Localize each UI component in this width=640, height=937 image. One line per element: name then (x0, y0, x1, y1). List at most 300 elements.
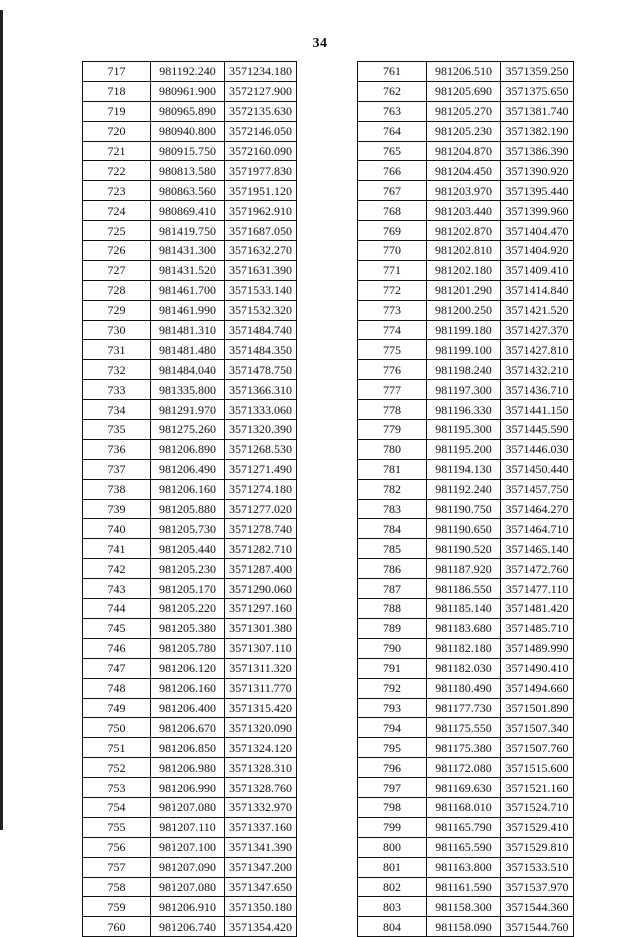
point-number-cell: 766 (358, 161, 427, 181)
y-coordinate-cell: 3571290.060 (225, 579, 297, 599)
point-number-cell: 736 (83, 439, 151, 459)
y-coordinate-cell: 3571297.160 (225, 599, 297, 619)
table-row (83, 698, 297, 718)
x-coordinate-cell: 981206.910 (151, 897, 225, 917)
x-coordinate-cell: 980869.410 (151, 201, 225, 221)
y-coordinate-cell: 3571524.710 (501, 797, 574, 817)
y-coordinate-cell: 3571366.310 (225, 380, 297, 400)
x-coordinate-cell: 981185.140 (427, 599, 501, 619)
y-coordinate-cell: 3571478.750 (225, 360, 297, 380)
x-coordinate-cell: 980965.890 (151, 101, 225, 121)
point-number-cell: 740 (83, 519, 151, 539)
table-row (83, 897, 297, 917)
y-coordinate-cell: 3571485.710 (501, 618, 574, 638)
x-coordinate-cell: 981187.920 (427, 559, 501, 579)
table-row (83, 260, 297, 280)
table-row (358, 181, 574, 201)
x-coordinate-cell: 981196.330 (427, 400, 501, 420)
x-coordinate-cell: 981204.450 (427, 161, 501, 181)
y-coordinate-cell: 3571382.190 (501, 121, 574, 141)
table-row (83, 519, 297, 539)
x-coordinate-cell: 981172.080 (427, 758, 501, 778)
y-coordinate-cell: 3571977.830 (225, 161, 297, 181)
y-coordinate-cell: 3571450.440 (501, 459, 574, 479)
y-coordinate-cell: 3571328.310 (225, 758, 297, 778)
table-row (83, 141, 297, 161)
table-row (83, 420, 297, 440)
point-number-cell: 748 (83, 678, 151, 698)
table-row (358, 320, 574, 340)
y-coordinate-cell: 3571490.410 (501, 658, 574, 678)
point-number-cell: 759 (83, 897, 151, 917)
table-row (358, 221, 574, 241)
x-coordinate-cell: 981180.490 (427, 678, 501, 698)
y-coordinate-cell: 3571951.120 (225, 181, 297, 201)
table-row (358, 797, 574, 817)
y-coordinate-cell: 3571287.400 (225, 559, 297, 579)
x-coordinate-cell: 981275.260 (151, 420, 225, 440)
y-coordinate-cell: 3571481.420 (501, 599, 574, 619)
table-row (358, 718, 574, 738)
y-coordinate-cell: 3571537.970 (501, 877, 574, 897)
x-coordinate-cell: 981206.740 (151, 917, 225, 937)
point-number-cell: 784 (358, 519, 427, 539)
x-coordinate-cell: 981205.230 (427, 121, 501, 141)
point-number-cell: 778 (358, 400, 427, 420)
point-number-cell: 794 (358, 718, 427, 738)
table-row (83, 221, 297, 241)
table-row (358, 300, 574, 320)
y-coordinate-cell: 3571533.510 (501, 857, 574, 877)
x-coordinate-cell: 981207.090 (151, 857, 225, 877)
point-number-cell: 755 (83, 817, 151, 837)
y-coordinate-cell: 3572146.050 (225, 121, 297, 141)
point-number-cell: 720 (83, 121, 151, 141)
point-number-cell: 775 (358, 340, 427, 360)
point-number-cell: 786 (358, 559, 427, 579)
table-row (83, 539, 297, 559)
y-coordinate-cell: 3571315.420 (225, 698, 297, 718)
y-coordinate-cell: 3571489.990 (501, 638, 574, 658)
x-coordinate-cell: 981205.220 (151, 599, 225, 619)
table-row (83, 101, 297, 121)
x-coordinate-cell: 981207.100 (151, 837, 225, 857)
y-coordinate-cell: 3571515.600 (501, 758, 574, 778)
x-coordinate-cell: 981205.730 (151, 519, 225, 539)
point-number-cell: 753 (83, 778, 151, 798)
x-coordinate-cell: 980940.800 (151, 121, 225, 141)
x-coordinate-cell: 981206.490 (151, 459, 225, 479)
x-coordinate-cell: 981204.870 (427, 141, 501, 161)
table-row (358, 62, 574, 82)
page-number: 34 (312, 36, 328, 51)
point-number-cell: 746 (83, 638, 151, 658)
table-row (358, 201, 574, 221)
x-coordinate-cell: 981205.170 (151, 579, 225, 599)
x-coordinate-cell: 981206.510 (427, 62, 501, 82)
x-coordinate-cell: 981163.800 (427, 857, 501, 877)
y-coordinate-cell: 3571320.090 (225, 718, 297, 738)
x-coordinate-cell: 981202.870 (427, 221, 501, 241)
page-edge-rule (0, 10, 3, 830)
point-number-cell: 776 (358, 360, 427, 380)
table-row (83, 718, 297, 738)
x-coordinate-cell: 981206.160 (151, 678, 225, 698)
y-coordinate-cell: 3571432.210 (501, 360, 574, 380)
y-coordinate-cell: 3571484.350 (225, 340, 297, 360)
y-coordinate-cell: 3571464.270 (501, 499, 574, 519)
table-row (358, 479, 574, 499)
point-number-cell: 798 (358, 797, 427, 817)
x-coordinate-cell: 981431.520 (151, 260, 225, 280)
y-coordinate-cell: 3571962.910 (225, 201, 297, 221)
table-row (358, 897, 574, 917)
y-coordinate-cell: 3571347.200 (225, 857, 297, 877)
y-coordinate-cell: 3571274.180 (225, 479, 297, 499)
x-coordinate-cell: 981207.080 (151, 797, 225, 817)
x-coordinate-cell: 981202.810 (427, 241, 501, 261)
y-coordinate-cell: 3571465.140 (501, 539, 574, 559)
x-coordinate-cell: 981182.180 (427, 638, 501, 658)
x-coordinate-cell: 981201.290 (427, 280, 501, 300)
table-row (358, 539, 574, 559)
point-number-cell: 770 (358, 241, 427, 261)
x-coordinate-cell: 981168.010 (427, 797, 501, 817)
table-row (358, 917, 574, 937)
coordinates-table-right (357, 61, 574, 937)
point-number-cell: 730 (83, 320, 151, 340)
y-coordinate-cell: 3571341.390 (225, 837, 297, 857)
point-number-cell: 783 (358, 499, 427, 519)
table-row (83, 479, 297, 499)
table-row (83, 380, 297, 400)
table-row (83, 62, 297, 82)
point-number-cell: 797 (358, 778, 427, 798)
table-row (358, 340, 574, 360)
x-coordinate-cell: 981207.110 (151, 817, 225, 837)
y-coordinate-cell: 3571390.920 (501, 161, 574, 181)
x-coordinate-cell: 981205.270 (427, 101, 501, 121)
x-coordinate-cell: 981205.380 (151, 618, 225, 638)
x-coordinate-cell: 981481.480 (151, 340, 225, 360)
table-row (83, 121, 297, 141)
point-number-cell: 787 (358, 579, 427, 599)
x-coordinate-cell: 981190.650 (427, 519, 501, 539)
table-row (358, 817, 574, 837)
x-coordinate-cell: 981194.130 (427, 459, 501, 479)
y-coordinate-cell: 3571386.390 (501, 141, 574, 161)
y-coordinate-cell: 3571324.120 (225, 738, 297, 758)
y-coordinate-cell: 3571320.390 (225, 420, 297, 440)
x-coordinate-cell: 981169.630 (427, 778, 501, 798)
table-row (83, 81, 297, 101)
table-row (358, 360, 574, 380)
x-coordinate-cell: 981186.550 (427, 579, 501, 599)
table-row (358, 280, 574, 300)
table-row (358, 638, 574, 658)
x-coordinate-cell: 981192.240 (427, 479, 501, 499)
point-number-cell: 774 (358, 320, 427, 340)
table-row (358, 101, 574, 121)
y-coordinate-cell: 3571328.760 (225, 778, 297, 798)
table-row (83, 320, 297, 340)
x-coordinate-cell: 981205.690 (427, 81, 501, 101)
table-row (83, 300, 297, 320)
x-coordinate-cell: 981207.080 (151, 877, 225, 897)
y-coordinate-cell: 3571507.340 (501, 718, 574, 738)
x-coordinate-cell: 981484.040 (151, 360, 225, 380)
x-coordinate-cell: 981206.990 (151, 778, 225, 798)
table-row (83, 459, 297, 479)
x-coordinate-cell: 981206.670 (151, 718, 225, 738)
point-number-cell: 769 (358, 221, 427, 241)
table-row (83, 201, 297, 221)
point-number-cell: 777 (358, 380, 427, 400)
y-coordinate-cell: 3571445.590 (501, 420, 574, 440)
x-coordinate-cell: 981197.300 (427, 380, 501, 400)
table-row (358, 579, 574, 599)
point-number-cell: 790 (358, 638, 427, 658)
y-coordinate-cell: 3571529.810 (501, 837, 574, 857)
table-row (83, 658, 297, 678)
table-row (83, 638, 297, 658)
x-coordinate-cell: 981199.100 (427, 340, 501, 360)
x-coordinate-cell: 981481.310 (151, 320, 225, 340)
point-number-cell: 742 (83, 559, 151, 579)
point-number-cell: 733 (83, 380, 151, 400)
y-coordinate-cell: 3571333.060 (225, 400, 297, 420)
y-coordinate-cell: 3571427.370 (501, 320, 574, 340)
x-coordinate-cell: 981205.230 (151, 559, 225, 579)
x-coordinate-cell: 981205.880 (151, 499, 225, 519)
point-number-cell: 731 (83, 340, 151, 360)
y-coordinate-cell: 3571381.740 (501, 101, 574, 121)
table-row (358, 439, 574, 459)
y-coordinate-cell: 3571533.140 (225, 280, 297, 300)
table-row (83, 599, 297, 619)
y-coordinate-cell: 3571544.360 (501, 897, 574, 917)
table-row (83, 917, 297, 937)
point-number-cell: 763 (358, 101, 427, 121)
x-coordinate-cell: 981175.550 (427, 718, 501, 738)
point-number-cell: 756 (83, 837, 151, 857)
table-row (83, 241, 297, 261)
table-row (83, 360, 297, 380)
y-coordinate-cell: 3571477.110 (501, 579, 574, 599)
point-number-cell: 789 (358, 618, 427, 638)
table-row (83, 499, 297, 519)
point-number-cell: 781 (358, 459, 427, 479)
y-coordinate-cell: 3571399.960 (501, 201, 574, 221)
y-coordinate-cell: 3571421.520 (501, 300, 574, 320)
point-number-cell: 724 (83, 201, 151, 221)
y-coordinate-cell: 3571507.760 (501, 738, 574, 758)
table-row (358, 81, 574, 101)
y-coordinate-cell: 3571395.440 (501, 181, 574, 201)
table-row (83, 618, 297, 638)
y-coordinate-cell: 3571311.770 (225, 678, 297, 698)
y-coordinate-cell: 3571472.760 (501, 559, 574, 579)
table-row (83, 579, 297, 599)
x-coordinate-cell: 981177.730 (427, 698, 501, 718)
table-row (358, 698, 574, 718)
table-row (358, 559, 574, 579)
y-coordinate-cell: 3571301.380 (225, 618, 297, 638)
point-number-cell: 738 (83, 479, 151, 499)
point-number-cell: 735 (83, 420, 151, 440)
y-coordinate-cell: 3571271.490 (225, 459, 297, 479)
point-number-cell: 744 (83, 599, 151, 619)
point-number-cell: 767 (358, 181, 427, 201)
table-row (358, 658, 574, 678)
x-coordinate-cell: 981206.890 (151, 439, 225, 459)
point-number-cell: 796 (358, 758, 427, 778)
table-row (83, 857, 297, 877)
point-number-cell: 741 (83, 539, 151, 559)
y-coordinate-cell: 3571529.410 (501, 817, 574, 837)
x-coordinate-cell: 981461.700 (151, 280, 225, 300)
x-coordinate-cell: 981198.240 (427, 360, 501, 380)
x-coordinate-cell: 981431.300 (151, 241, 225, 261)
x-coordinate-cell: 980813.580 (151, 161, 225, 181)
point-number-cell: 727 (83, 260, 151, 280)
y-coordinate-cell: 3571404.470 (501, 221, 574, 241)
table-row (83, 797, 297, 817)
y-coordinate-cell: 3571234.180 (225, 62, 297, 82)
table-row (83, 400, 297, 420)
y-coordinate-cell: 3571404.920 (501, 241, 574, 261)
point-number-cell: 765 (358, 141, 427, 161)
table-row (358, 459, 574, 479)
point-number-cell: 802 (358, 877, 427, 897)
x-coordinate-cell: 981203.440 (427, 201, 501, 221)
x-coordinate-cell: 981419.750 (151, 221, 225, 241)
point-number-cell: 760 (83, 917, 151, 937)
y-coordinate-cell: 3571494.660 (501, 678, 574, 698)
table-row (83, 877, 297, 897)
point-number-cell: 793 (358, 698, 427, 718)
y-coordinate-cell: 3571347.650 (225, 877, 297, 897)
table-row (358, 599, 574, 619)
x-coordinate-cell: 980915.750 (151, 141, 225, 161)
y-coordinate-cell: 3571337.160 (225, 817, 297, 837)
x-coordinate-cell: 981206.980 (151, 758, 225, 778)
y-coordinate-cell: 3571544.760 (501, 917, 574, 937)
table-row (358, 778, 574, 798)
y-coordinate-cell: 3571350.180 (225, 897, 297, 917)
point-number-cell: 757 (83, 857, 151, 877)
y-coordinate-cell: 3571268.530 (225, 439, 297, 459)
x-coordinate-cell: 981165.790 (427, 817, 501, 837)
x-coordinate-cell: 981182.030 (427, 658, 501, 678)
point-number-cell: 747 (83, 658, 151, 678)
x-coordinate-cell: 981192.240 (151, 62, 225, 82)
table-row (358, 420, 574, 440)
y-coordinate-cell: 3571282.710 (225, 539, 297, 559)
x-coordinate-cell: 981161.590 (427, 877, 501, 897)
point-number-cell: 801 (358, 857, 427, 877)
table-row (358, 678, 574, 698)
x-coordinate-cell: 981202.180 (427, 260, 501, 280)
table-row (358, 241, 574, 261)
y-coordinate-cell: 3572127.900 (225, 81, 297, 101)
y-coordinate-cell: 3571446.030 (501, 439, 574, 459)
point-number-cell: 749 (83, 698, 151, 718)
x-coordinate-cell: 981190.750 (427, 499, 501, 519)
table-row (358, 121, 574, 141)
point-number-cell: 734 (83, 400, 151, 420)
x-coordinate-cell: 981206.400 (151, 698, 225, 718)
table-row (83, 678, 297, 698)
x-coordinate-cell: 981195.200 (427, 439, 501, 459)
table-row (358, 260, 574, 280)
table-row (83, 738, 297, 758)
point-number-cell: 792 (358, 678, 427, 698)
table-row (83, 758, 297, 778)
x-coordinate-cell: 981461.990 (151, 300, 225, 320)
x-coordinate-cell: 981190.520 (427, 539, 501, 559)
x-coordinate-cell: 981203.970 (427, 181, 501, 201)
x-coordinate-cell: 981158.300 (427, 897, 501, 917)
point-number-cell: 785 (358, 539, 427, 559)
y-coordinate-cell: 3571631.390 (225, 260, 297, 280)
y-coordinate-cell: 3571464.710 (501, 519, 574, 539)
point-number-cell: 800 (358, 837, 427, 857)
table-row (358, 141, 574, 161)
point-number-cell: 772 (358, 280, 427, 300)
table-row (83, 837, 297, 857)
table-row (358, 738, 574, 758)
table-row (83, 559, 297, 579)
table-row (358, 499, 574, 519)
point-number-cell: 726 (83, 241, 151, 261)
point-number-cell: 725 (83, 221, 151, 241)
point-number-cell: 803 (358, 897, 427, 917)
y-coordinate-cell: 3571441.150 (501, 400, 574, 420)
x-coordinate-cell: 981206.160 (151, 479, 225, 499)
x-coordinate-cell: 981200.250 (427, 300, 501, 320)
point-number-cell: 732 (83, 360, 151, 380)
y-coordinate-cell: 3572135.630 (225, 101, 297, 121)
x-coordinate-cell: 981158.090 (427, 917, 501, 937)
x-coordinate-cell: 981206.120 (151, 658, 225, 678)
point-number-cell: 791 (358, 658, 427, 678)
x-coordinate-cell: 980961.900 (151, 81, 225, 101)
y-coordinate-cell: 3571307.110 (225, 638, 297, 658)
point-number-cell: 717 (83, 62, 151, 82)
y-coordinate-cell: 3571436.710 (501, 380, 574, 400)
table-row (83, 181, 297, 201)
point-number-cell: 764 (358, 121, 427, 141)
point-number-cell: 804 (358, 917, 427, 937)
point-number-cell: 758 (83, 877, 151, 897)
point-number-cell: 768 (358, 201, 427, 221)
point-number-cell: 739 (83, 499, 151, 519)
point-number-cell: 761 (358, 62, 427, 82)
table-row (83, 778, 297, 798)
point-number-cell: 721 (83, 141, 151, 161)
table-row (358, 857, 574, 877)
table-row (83, 340, 297, 360)
table-row (358, 877, 574, 897)
point-number-cell: 743 (83, 579, 151, 599)
x-coordinate-cell: 981195.300 (427, 420, 501, 440)
y-coordinate-cell: 3571521.160 (501, 778, 574, 798)
table-row (83, 280, 297, 300)
table-row (358, 837, 574, 857)
point-number-cell: 754 (83, 797, 151, 817)
table-row (358, 618, 574, 638)
